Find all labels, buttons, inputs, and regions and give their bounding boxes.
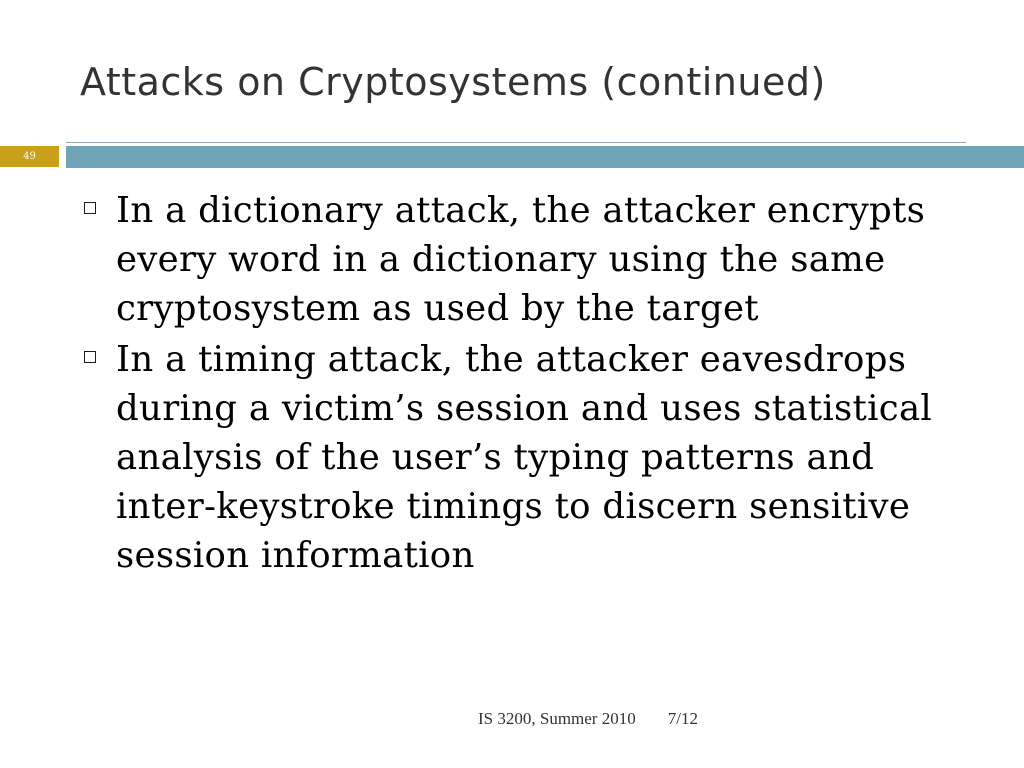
list-item bbox=[84, 186, 984, 333]
hollow-square-bullet-icon bbox=[84, 351, 96, 363]
slide-number: 49 bbox=[23, 151, 36, 162]
slide-title: Attacks on Cryptosystems (continued) bbox=[80, 60, 826, 104]
hollow-square-bullet-icon bbox=[84, 202, 96, 214]
bullet-list bbox=[84, 186, 984, 582]
list-item bbox=[84, 335, 984, 580]
footer-course: IS 3200, Summer 2010 bbox=[478, 709, 636, 728]
slide-footer bbox=[478, 709, 698, 729]
bullet-text: In a dictionary attack, the attacker encrypts every word in a dictionary using the same cryptosystem as used by the target bbox=[116, 190, 926, 329]
title-divider bbox=[66, 142, 966, 143]
footer-date: 7/12 bbox=[667, 709, 698, 728]
slide-number-badge bbox=[0, 146, 59, 167]
header-bar bbox=[66, 146, 1024, 168]
bullet-text: In a timing attack, the attacker eavesdrops during a victim’s session and uses statistical analysis of the user’s typing patterns and inter-keystroke timings to discern sensitive session information bbox=[116, 339, 933, 576]
